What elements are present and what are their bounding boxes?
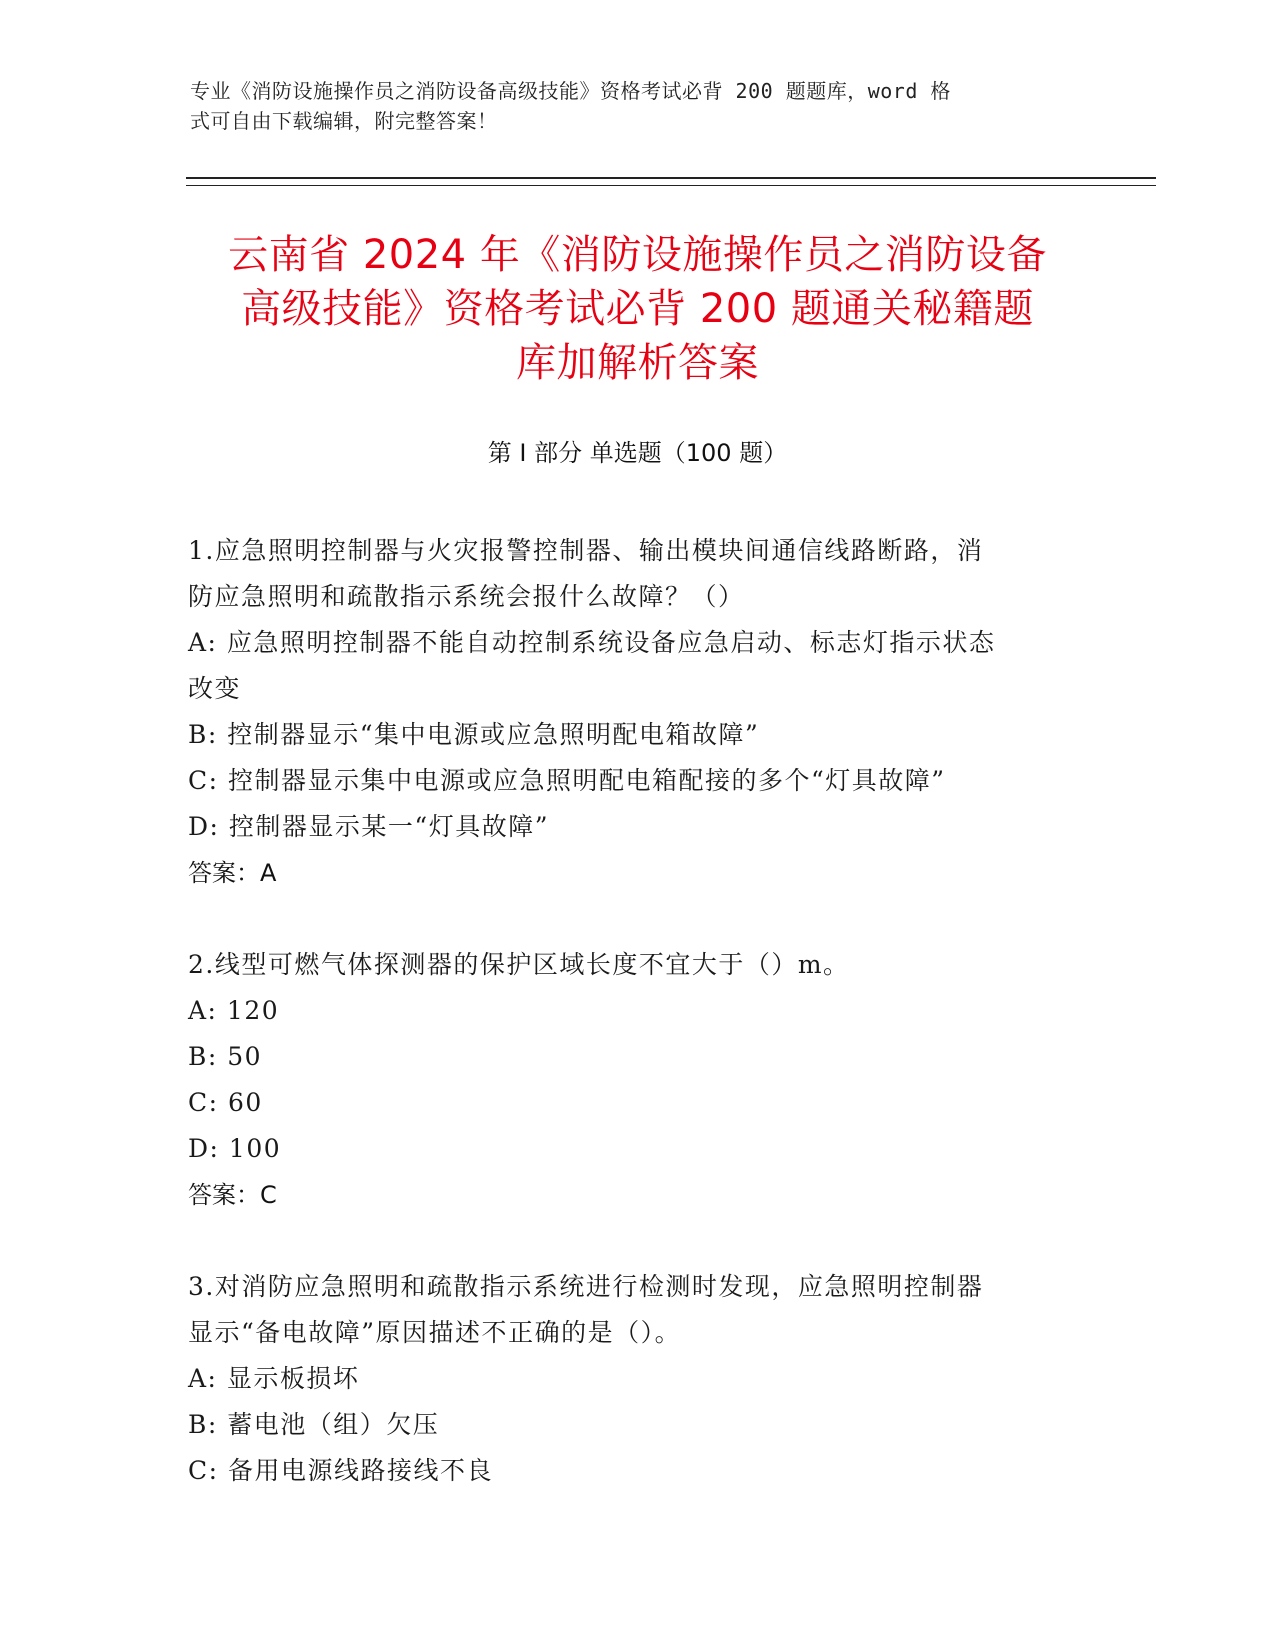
question-1 xyxy=(188,528,1068,896)
option-a-continued: 改变 xyxy=(188,674,242,703)
question-stem-continued: 显示“备电故障”原因描述不正确的是（）。 xyxy=(188,1318,682,1347)
title-line-3: 库加解析答案 xyxy=(516,340,759,386)
option-c: C: 60 xyxy=(188,1088,263,1117)
question-stem: 3.对消防应急照明和疏散指示系统进行检测时发现，应急照明控制器 xyxy=(188,1272,984,1301)
answer: 答案：C xyxy=(188,1181,277,1209)
question-2 xyxy=(188,942,1068,1218)
answer: 答案：A xyxy=(188,859,277,887)
question-stem: 2.线型可燃气体探测器的保护区域长度不宜大于（）m。 xyxy=(188,950,850,979)
option-b: B: 蓄电池（组）欠压 xyxy=(188,1410,440,1439)
option-c: C: 控制器显示集中电源或应急照明配电箱配接的多个“灯具故障” xyxy=(188,766,946,795)
question-stem-continued: 防应急照明和疏散指示系统会报什么故障？（） xyxy=(188,582,745,611)
title-line-2: 高级技能》资格考试必背 200 题通关秘籍题 xyxy=(241,286,1034,332)
option-b: B: 50 xyxy=(188,1042,263,1071)
document-header-note xyxy=(190,76,1070,136)
question-3 xyxy=(188,1264,1068,1494)
option-d: D: 100 xyxy=(188,1134,282,1163)
section-heading: 第 I 部分 单选题（100 题） xyxy=(487,439,788,467)
option-a: A: 120 xyxy=(188,996,280,1025)
option-c: C: 备用电源线路接线不良 xyxy=(188,1456,493,1485)
question-stem: 1.应急照明控制器与火灾报警控制器、输出模块间通信线路断路，消 xyxy=(188,536,984,565)
option-b: B: 控制器显示“集中电源或应急照明配电箱故障” xyxy=(188,720,760,749)
option-a: A: 应急照明控制器不能自动控制系统设备应急启动、标志灯指示状态 xyxy=(188,628,996,657)
title-line-1: 云南省 2024 年《消防设施操作员之消防设备 xyxy=(228,232,1047,278)
header-divider-thin xyxy=(186,185,1156,186)
option-a: A: 显示板损坏 xyxy=(188,1364,360,1393)
header-divider-thick xyxy=(186,177,1156,179)
document-title xyxy=(150,228,1125,390)
header-note-line-2: 式可自由下载编辑，附完整答案！ xyxy=(190,109,498,133)
option-d: D: 控制器显示某一“灯具故障” xyxy=(188,812,549,841)
header-note-line-1: 专业《消防设施操作员之消防设备高级技能》资格考试必背 200 题题库，word 格 xyxy=(190,79,951,103)
question-list xyxy=(188,528,1068,1540)
